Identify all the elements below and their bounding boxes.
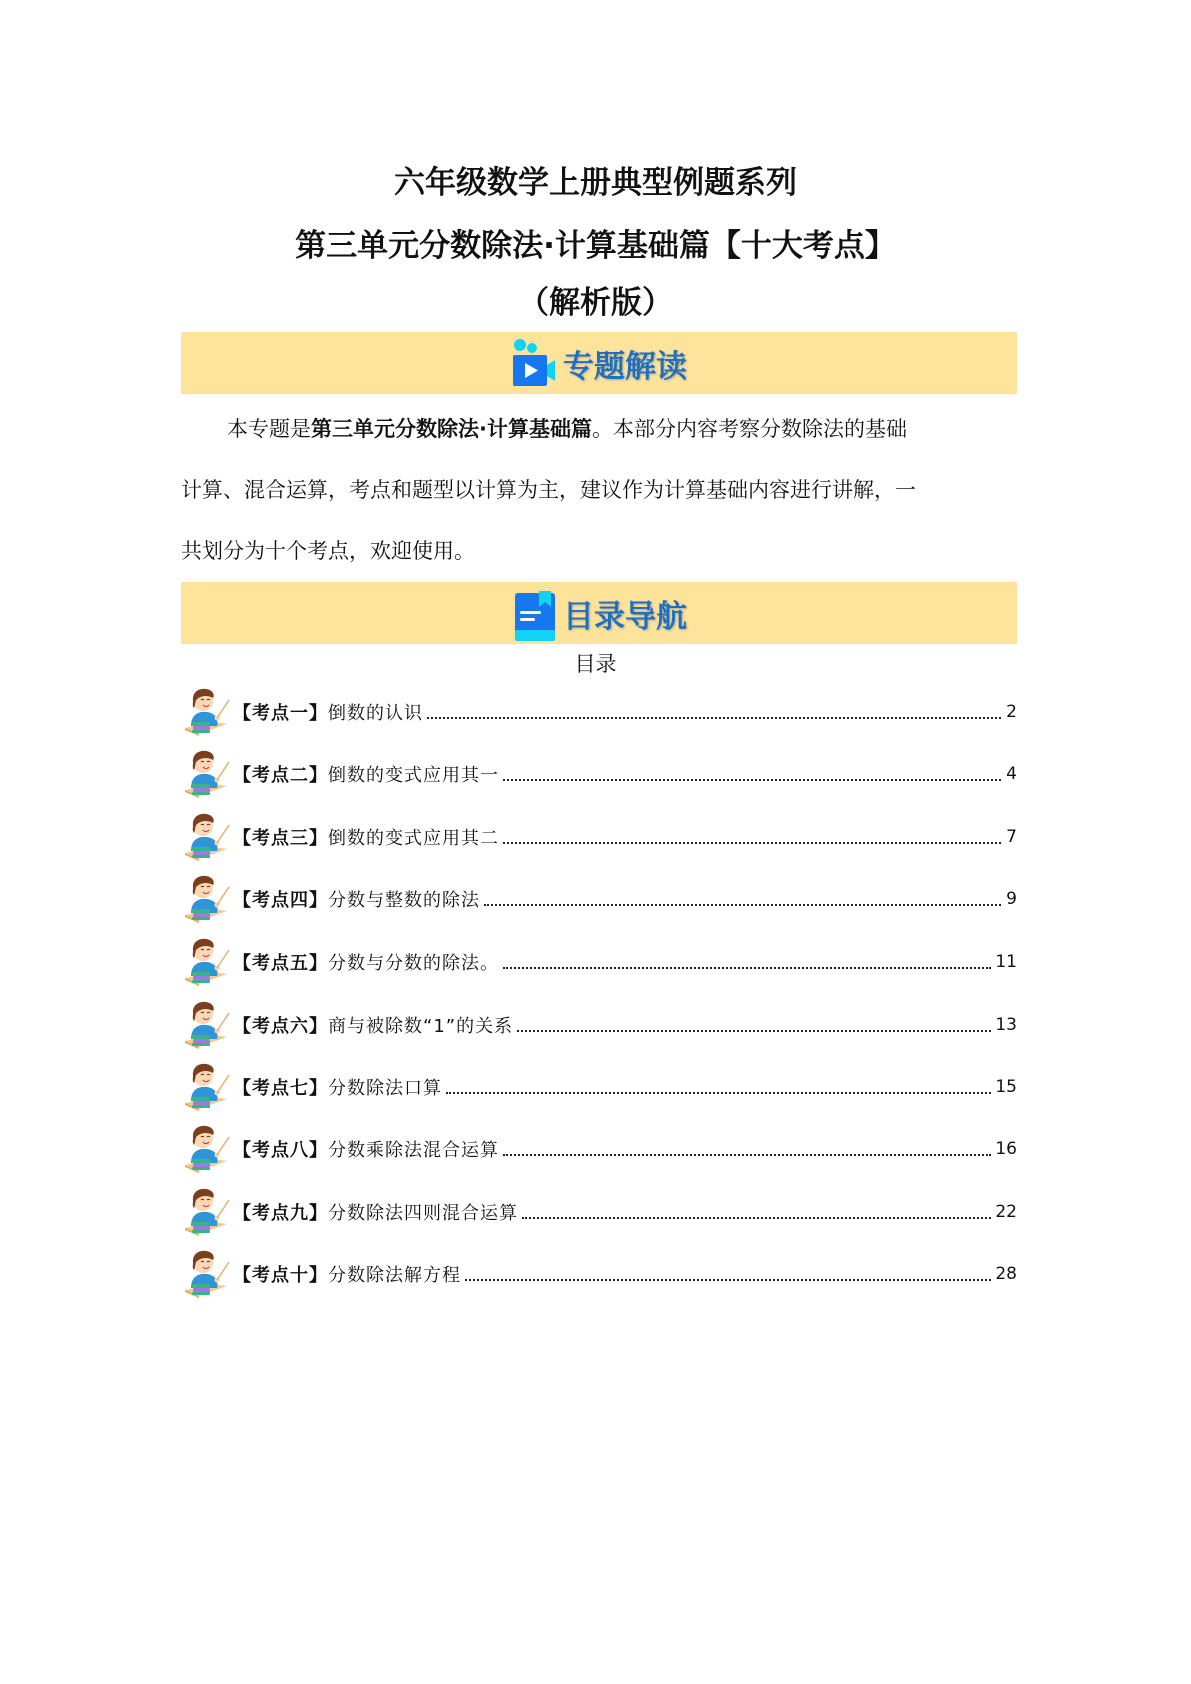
toc-dot-leader <box>503 1154 991 1156</box>
document-subtitle: 第三单元分数除法·计算基础篇【十大考点】 <box>295 228 896 264</box>
toc-entry[interactable] <box>183 934 1017 990</box>
toc-entry-title: 倒数的变式应用其二 <box>328 828 499 849</box>
toc-entry-page-number: 2 <box>1006 702 1017 722</box>
teacher-kid-icon <box>183 1248 233 1300</box>
teacher-kid-icon <box>183 1186 233 1238</box>
toc-entry-label <box>233 824 499 850</box>
toc-entry-title: 分数乘除法混合运算 <box>328 1140 499 1161</box>
toc-dot-leader <box>522 1217 991 1219</box>
toc-entry-title: 分数除法四则混合运算 <box>328 1203 518 1224</box>
toc-entry-title: 分数与整数的除法 <box>328 890 480 911</box>
toc-entry-title: 分数除法解方程 <box>328 1265 461 1286</box>
toc-entry[interactable] <box>183 1121 1017 1177</box>
toc-dot-leader <box>503 967 991 969</box>
toc-entry-page-number: 4 <box>1006 764 1017 784</box>
teacher-kid-icon <box>183 811 233 863</box>
toc-dot-leader <box>503 779 1001 781</box>
toc-dot-leader <box>503 842 1001 844</box>
toc-entry-label <box>233 761 499 787</box>
toc-entry-tag: 【考点二】 <box>233 765 328 786</box>
toc-entry-tag: 【考点九】 <box>233 1203 328 1224</box>
intro-line-1 <box>227 413 907 443</box>
toc-dot-leader <box>517 1030 991 1032</box>
intro-bold-text: 第三单元分数除法·计算基础篇 <box>311 417 592 441</box>
toc-entry-title: 倒数的变式应用其一 <box>328 765 499 786</box>
toc-entry-page-number: 22 <box>995 1202 1017 1222</box>
document-title: 六年级数学上册典型例题系列 <box>394 165 797 201</box>
toc-entry-page-number: 9 <box>1006 889 1017 909</box>
intro-banner-title: 专题解读 <box>563 348 687 385</box>
toc-entry-title: 分数除法口算 <box>328 1078 442 1099</box>
toc-entry-label <box>233 949 499 975</box>
toc-entry-label <box>233 699 423 725</box>
teacher-kid-icon <box>183 1061 233 1113</box>
toc-entry-page-number: 28 <box>995 1264 1017 1284</box>
toc-dot-leader <box>484 904 1001 906</box>
toc-entry-tag: 【考点三】 <box>233 828 328 849</box>
toc-entry-title: 商与被除数“1”的关系 <box>328 1016 514 1037</box>
document-edition: （解析版） <box>518 285 673 321</box>
toc-entry-title: 倒数的认识 <box>328 703 423 724</box>
toc-entry-tag: 【考点七】 <box>233 1078 328 1099</box>
intro-text: 。本部分内容考察分数除法的基础 <box>591 417 907 441</box>
toc-dot-leader <box>427 717 1001 719</box>
toc-entry-page-number: 15 <box>995 1077 1017 1097</box>
toc-entry-title: 分数与分数的除法。 <box>328 953 499 974</box>
toc-entry-label <box>233 1199 518 1225</box>
teacher-kid-icon <box>183 1123 233 1175</box>
toc-banner <box>181 582 1017 644</box>
toc-banner-title: 目录导航 <box>563 598 687 635</box>
teacher-kid-icon <box>183 936 233 988</box>
toc-entry-page-number: 16 <box>995 1139 1017 1159</box>
toc-entry-tag: 【考点八】 <box>233 1140 328 1161</box>
intro-banner <box>181 332 1017 394</box>
toc-entry-tag: 【考点十】 <box>233 1265 328 1286</box>
toc-entry-label <box>233 886 480 912</box>
toc-entry[interactable] <box>183 997 1017 1053</box>
toc-entry-tag: 【考点六】 <box>233 1016 328 1037</box>
toc-heading: 目录 <box>574 652 617 676</box>
toc-entry-tag: 【考点五】 <box>233 953 328 974</box>
teacher-kid-icon <box>183 873 233 925</box>
toc-entry-label <box>233 1136 499 1162</box>
teacher-kid-icon <box>183 999 233 1051</box>
toc-entry-page-number: 13 <box>995 1015 1017 1035</box>
toc-entry-tag: 【考点四】 <box>233 890 328 911</box>
toc-dot-leader <box>446 1092 991 1094</box>
intro-text: 本专题是 <box>227 417 311 441</box>
toc-entry[interactable] <box>183 871 1017 927</box>
toc-entry[interactable] <box>183 1184 1017 1240</box>
toc-entry-page-number: 11 <box>995 952 1017 972</box>
toc-dot-leader <box>465 1279 991 1281</box>
toc-entry[interactable] <box>183 1059 1017 1115</box>
toc-entry-tag: 【考点一】 <box>233 703 328 724</box>
intro-line-3: 共划分为十个考点，欢迎使用。 <box>181 539 475 563</box>
video-play-icon <box>511 338 559 388</box>
book-bookmark-icon <box>511 588 559 638</box>
toc-entry-label <box>233 1012 513 1038</box>
toc-entry-page-number: 7 <box>1006 827 1017 847</box>
toc-entry-label <box>233 1074 442 1100</box>
toc-entry[interactable] <box>183 1246 1017 1302</box>
intro-line-2: 计算、混合运算，考点和题型以计算为主，建议作为计算基础内容进行讲解，一 <box>181 478 916 502</box>
toc-entry[interactable] <box>183 746 1017 802</box>
teacher-kid-icon <box>183 686 233 738</box>
toc-entry[interactable] <box>183 809 1017 865</box>
teacher-kid-icon <box>183 748 233 800</box>
toc-entry[interactable] <box>183 684 1017 740</box>
toc-entry-label <box>233 1261 461 1287</box>
